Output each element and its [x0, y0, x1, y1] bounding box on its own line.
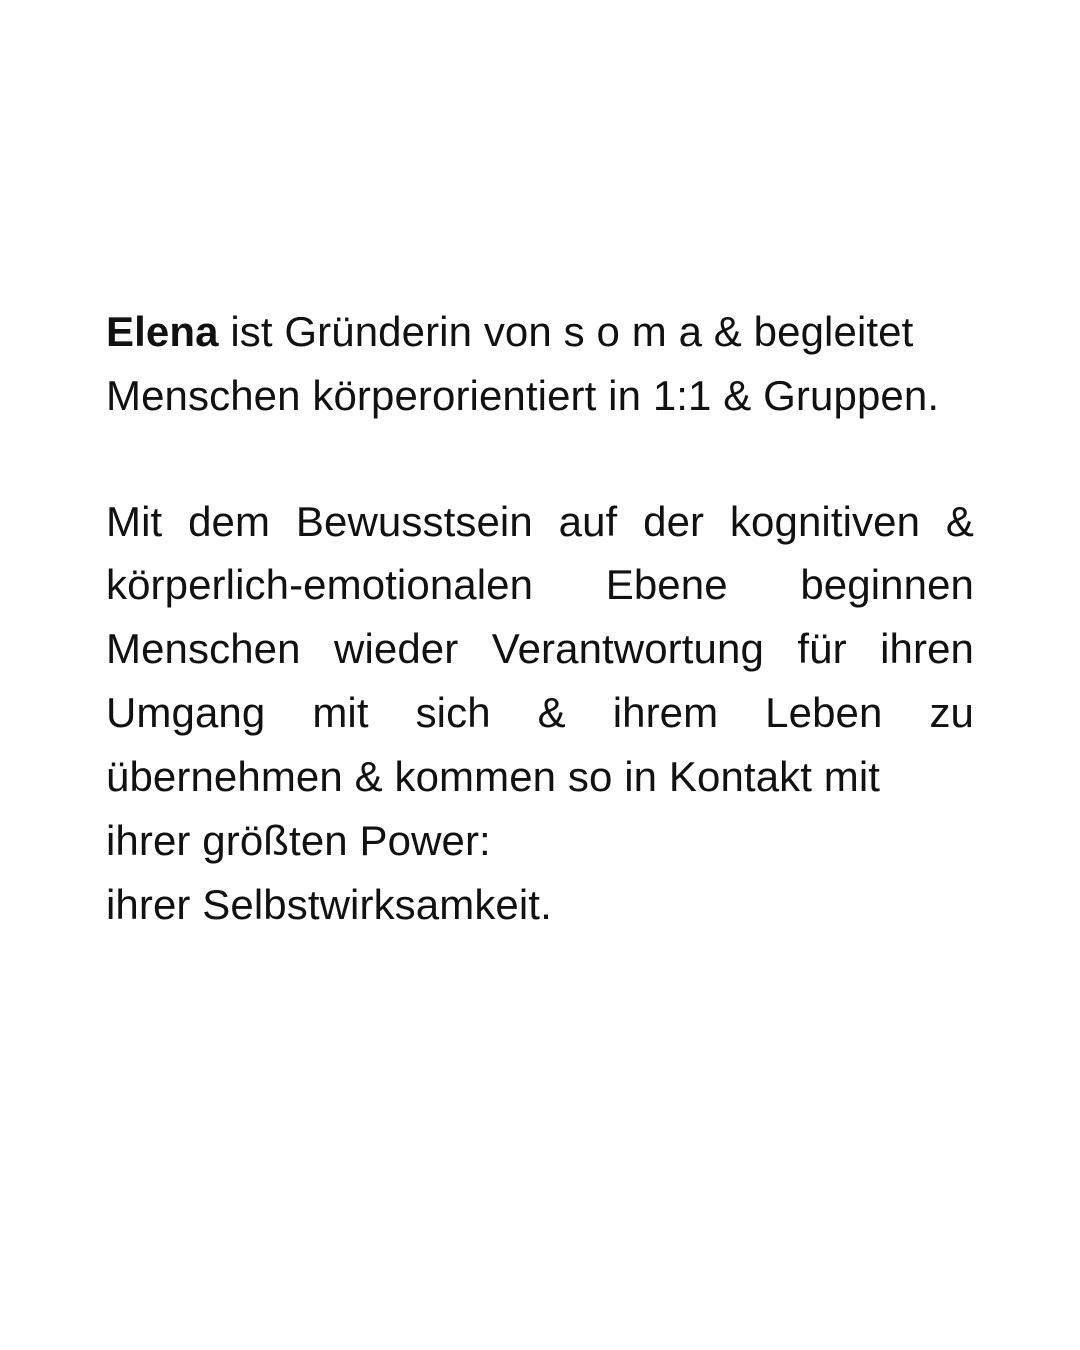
body-text-justified: Mit dem Bewusstsein auf der kognitiven & körperlich-emotionalen Ebene beginnen Menschen wieder Verantwortung für ihren Umgang mit sich & ihrem Leben zu übernehmen & kommen so in Kontakt mit — [106, 497, 974, 800]
intro-text: ist Gründerin von s o m a & begleitet Menschen körperorientiert in 1:1 & Gruppen. — [106, 308, 940, 419]
body-line-power: ihrer größten Power: — [106, 816, 491, 864]
lead-name: Elena — [106, 308, 219, 355]
text-content-block — [106, 300, 974, 936]
body-paragraph — [106, 490, 974, 937]
body-line-selfefficacy: ihrer Selbstwirksamkeit. — [106, 880, 552, 928]
intro-paragraph — [106, 300, 974, 428]
